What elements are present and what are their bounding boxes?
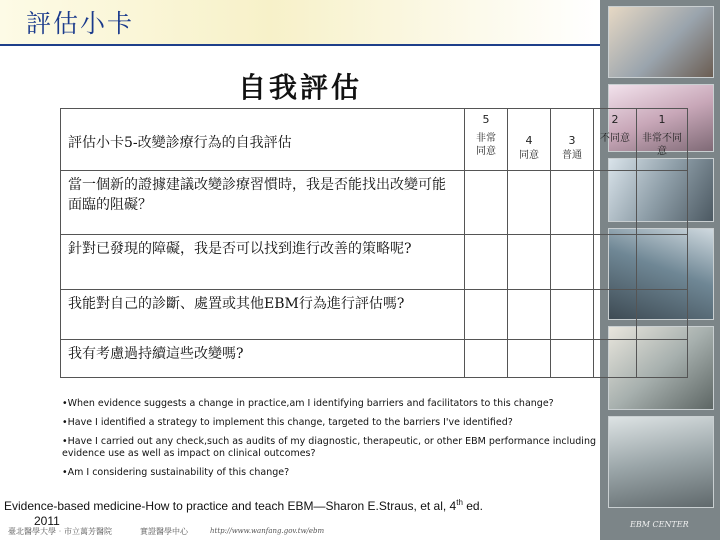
header-question: 評估小卡5-改變診療行為的自我評估 [61,109,465,171]
rating-cell[interactable] [508,340,551,378]
scale-label: 普通 [562,150,582,161]
scale-header-3 [551,109,594,171]
footer-organization: 臺北醫學大學‧市立萬芳醫院 [8,527,112,536]
rating-cell[interactable] [637,340,688,378]
question-text: 我有考慮過持續這些改變嗎? [61,340,465,378]
footer-url: http://www.wanfang.gov.tw/ebm [210,527,325,535]
rating-cell[interactable] [637,171,688,235]
scale-number: 2 [611,113,619,126]
table-row [61,340,688,378]
question-text: 針對已發現的障礙，我是否可以找到進行改善的策略呢? [61,235,465,290]
note-item: •Have I identified a strategy to implement this change, targeted to the barriers I've identified? [62,417,513,428]
rating-cell[interactable] [637,235,688,290]
rating-cell[interactable] [551,290,594,340]
question-text: 我能對自己的診斷、處置或其他EBM行為進行評估嗎? [61,290,465,340]
rating-cell[interactable] [465,290,508,340]
note-item: •When evidence suggests a change in practice,am I identifying barriers and facilitators to this change? [62,398,554,409]
rating-cell[interactable] [465,171,508,235]
scale-label: 不同意 [600,133,630,144]
question-text: 當一個新的證據建議改變診療習慣時，我是否能找出改變可能面臨的阻礙？ [61,171,465,235]
table-row [61,171,688,235]
rating-cell[interactable] [551,235,594,290]
scale-header-1 [637,109,688,171]
rating-cell[interactable] [594,340,637,378]
rating-cell[interactable] [551,340,594,378]
scale-label: 同意 [519,150,539,161]
header-divider [0,44,600,46]
slide-title: 自我評估 [237,71,362,104]
photo-tile [608,6,714,78]
table-row [61,235,688,290]
rating-cell[interactable] [465,340,508,378]
rating-cell[interactable] [508,290,551,340]
scale-number: 3 [568,134,576,147]
rating-cell[interactable] [594,171,637,235]
table-row [61,290,688,340]
rating-cell[interactable] [465,235,508,290]
citation-year: 2011 [34,514,60,528]
note-item: •Have I carried out any check,such as audits of my diagnostic, therapeutic, or other EBM performance including evidence use as well as impact on clinical outcomes? [62,436,596,459]
english-notes [62,398,602,486]
citation-superscript: th [456,498,463,507]
scale-label: 非常同意 [476,133,496,157]
scale-number: 4 [525,134,533,147]
footer-center-name: 實證醫學中心 [140,527,188,536]
citation-suffix: ed. [462,499,483,513]
header-title: 評估小卡 [26,9,135,38]
side-center-label: EBM CENTER [630,520,689,529]
note-item: •Am I considering sustainability of this change? [62,467,290,478]
scale-label: 非常不同意 [642,133,682,157]
rating-cell[interactable] [551,171,594,235]
photo-tile [608,416,714,508]
citation-text: Evidence-based medicine-How to practice and teach EBM—Sharon E.Straus, et al, 4 [4,499,457,513]
assessment-table [60,108,688,378]
rating-cell[interactable] [594,290,637,340]
scale-number: 1 [658,113,666,126]
rating-cell[interactable] [508,171,551,235]
table-header-row [61,109,688,171]
scale-header-2 [594,109,637,171]
rating-cell[interactable] [508,235,551,290]
citation [4,496,604,513]
scale-header-5 [465,109,508,171]
scale-header-4 [508,109,551,171]
rating-cell[interactable] [637,290,688,340]
rating-cell[interactable] [594,235,637,290]
scale-number: 5 [482,113,490,126]
